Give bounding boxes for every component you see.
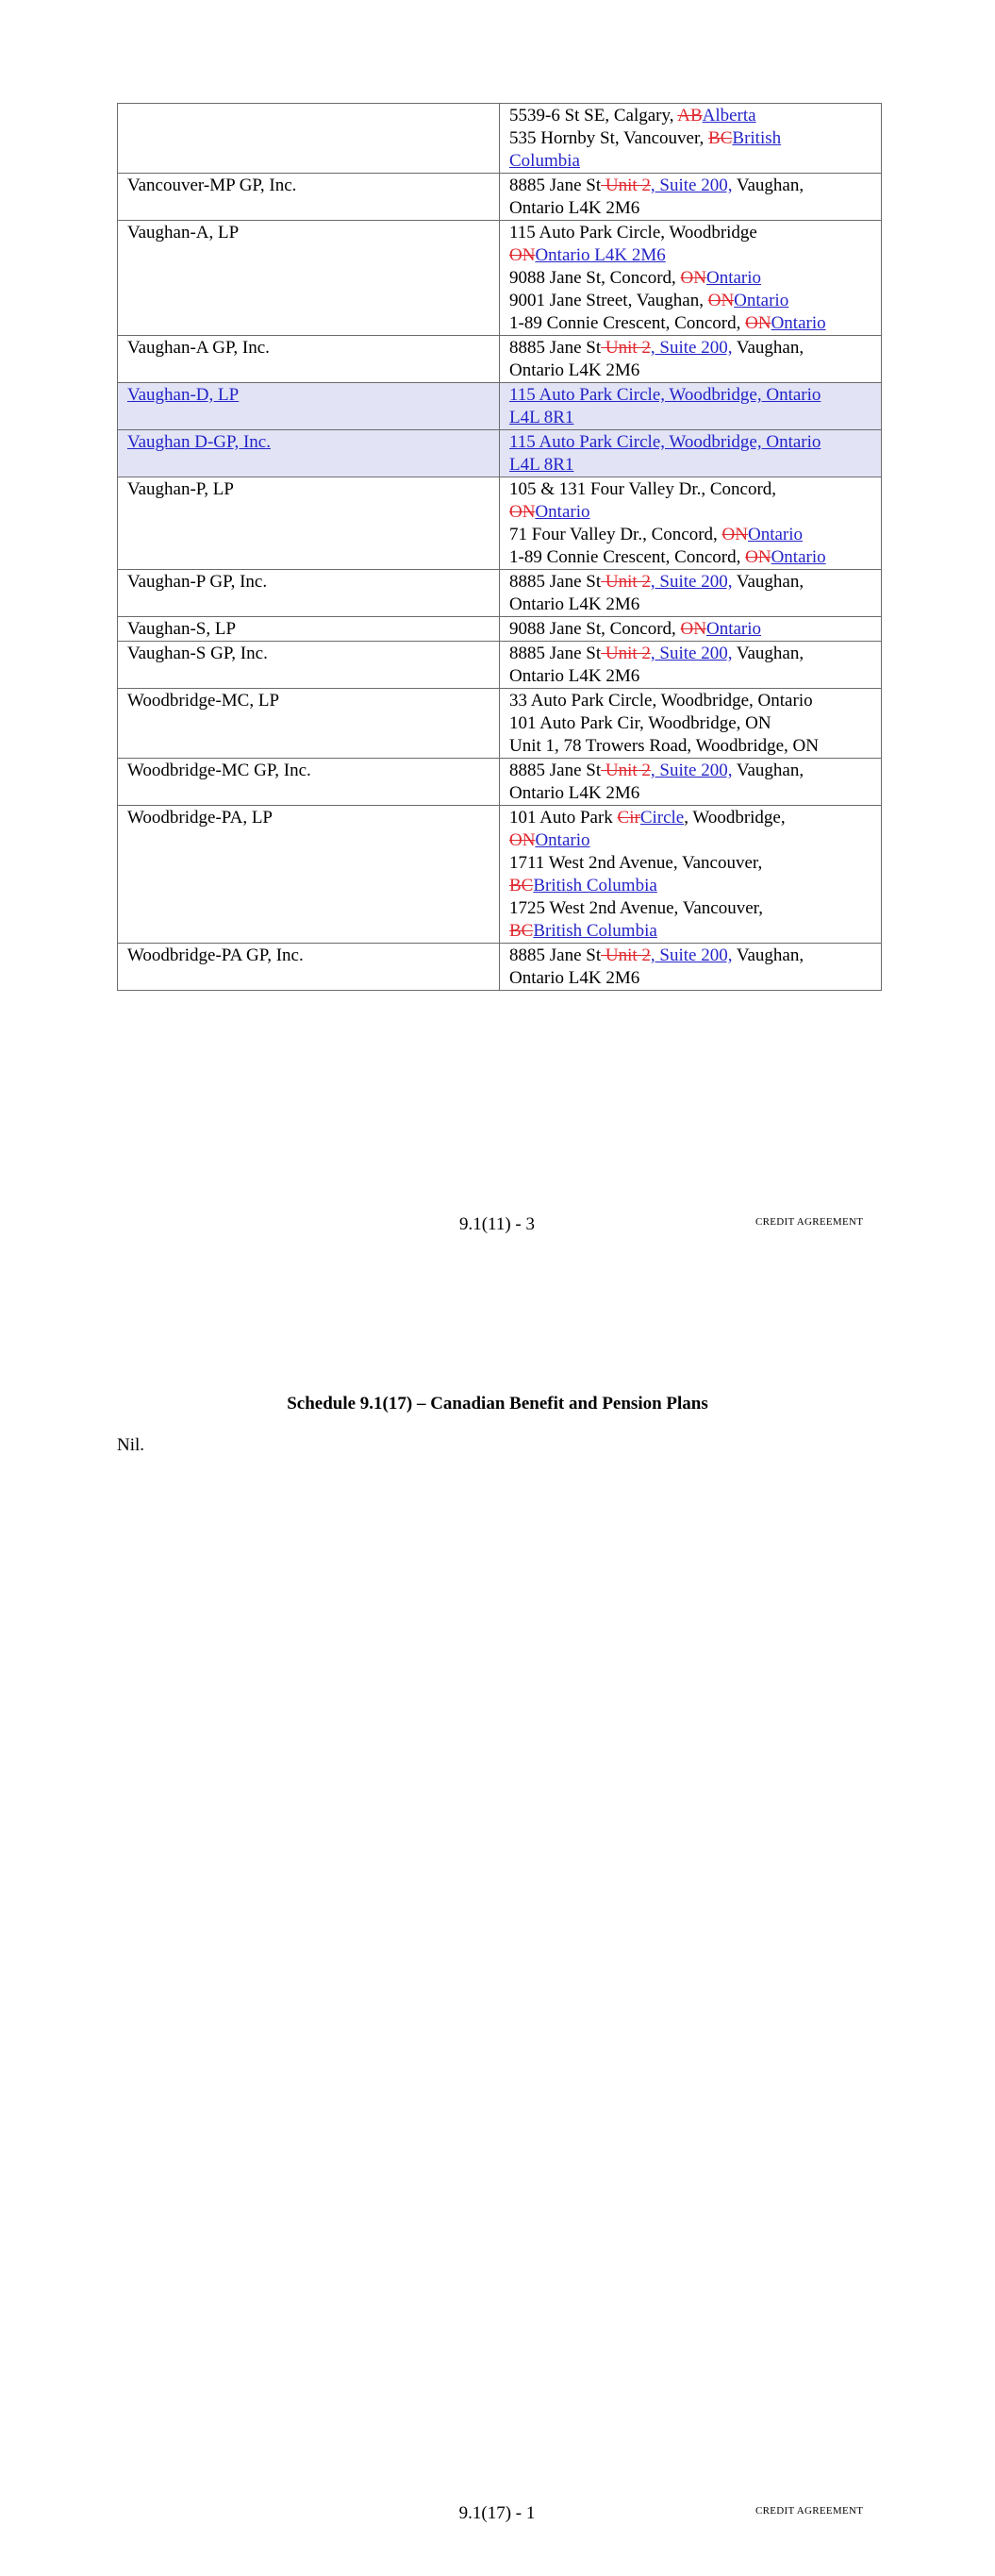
table-row [118,221,882,336]
text-run: Vaughan-P, LP [127,479,234,499]
address-line [509,852,871,875]
text-run: 8885 Jane St [509,945,602,965]
inserted-text: British [732,128,782,148]
deleted-text: Unit 2 [601,176,651,195]
entity-name-cell [118,570,500,617]
text-run: Ontario L4K 2M6 [509,594,640,614]
inserted-text: 115 Auto Park Circle, Woodbridge, Ontario [509,432,821,452]
text-run: Vaughan-A GP, Inc. [127,338,270,358]
text-run: Woodbridge-MC GP, Inc. [127,761,311,780]
address-line [509,643,871,665]
deleted-text: Cir [617,808,640,828]
address-line [509,807,871,829]
address-line [509,875,871,897]
entity-name-cell [118,806,500,944]
entity-table-body [118,104,882,991]
table-row [118,383,882,430]
entity-name-cell [118,336,500,383]
entity-name-cell [118,104,500,174]
deleted-text: ON [745,547,771,567]
address-cell [500,642,882,689]
inserted-text: British Columbia [533,876,657,895]
table-row [118,759,882,806]
text-run: Unit 1, 78 Trowers Road, Woodbridge, ON [509,736,819,756]
address-line [509,829,871,852]
schedule-body: Nil. [117,1435,145,1455]
text-run: 9088 Jane St, Concord, [509,268,681,288]
table-row [118,477,882,570]
address-line [509,337,871,360]
address-line [509,197,871,220]
text-run: 8885 Jane St [509,338,602,358]
text-run: Vaughan, [732,176,804,195]
text-run: Ontario L4K 2M6 [509,198,640,218]
address-line [509,407,871,429]
address-cell [500,430,882,477]
text-run: 71 Four Valley Dr., Concord, [509,525,722,544]
deleted-text: ON [680,619,706,639]
text-run: Vaughan, [732,945,804,965]
address-cell [500,944,882,991]
entity-name-cell [118,477,500,570]
inserted-text: 115 Auto Park Circle, Woodbridge, Ontario [509,385,821,405]
deleted-text: BC [708,128,733,148]
entity-name-cell [118,383,500,430]
text-run: 115 Auto Park Circle, Woodbridge [509,223,757,243]
text-run: Vaughan, [732,338,804,358]
address-line [509,127,871,150]
inserted-text: Circle [639,808,685,828]
page-number-1: 9.1(11) - 3 [458,1214,536,1234]
text-run: Vaughan-S GP, Inc. [127,644,268,663]
address-cell [500,336,882,383]
inserted-text: , Suite 200, [650,945,733,965]
inserted-text: Ontario [535,830,590,850]
address-line [509,454,871,477]
deleted-text: ON [745,313,771,333]
address-line [509,524,871,546]
text-run: 8885 Jane St [509,761,602,780]
address-cell [500,759,882,806]
text-run: 1-89 Connie Crescent, Concord, [509,547,746,567]
inserted-text: Ontario L4K 2M6 [535,245,666,265]
text-run: 8885 Jane St [509,176,602,195]
address-line [509,594,871,616]
table-row [118,944,882,991]
address-line [509,478,871,501]
inserted-text: , Suite 200, [650,644,733,663]
text-run: Ontario L4K 2M6 [509,783,640,803]
address-line [509,690,871,712]
address-line [509,546,871,569]
inserted-text: L4L 8R1 [509,408,574,427]
entity-name-cell [118,944,500,991]
text-run: Vaughan, [732,644,804,663]
address-cell [500,174,882,221]
entity-address-table [117,103,882,991]
deleted-text: ON [680,268,706,288]
text-run: 1-89 Connie Crescent, Concord, [509,313,746,333]
inserted-text: L4L 8R1 [509,455,574,475]
text-run: 9088 Jane St, Concord, [509,619,681,639]
address-line [509,384,871,407]
footer-credit-agreement-1: CREDIT AGREEMENT [755,1216,864,1228]
address-line [509,945,871,967]
inserted-text: Vaughan D-GP, Inc. [127,432,271,452]
table-row [118,336,882,383]
text-run: 535 Hornby St, Vancouver, [509,128,709,148]
inserted-text: British Columbia [533,921,657,941]
address-line [509,175,871,197]
table-row [118,642,882,689]
table-row [118,570,882,617]
entity-name-cell [118,689,500,759]
table-row [118,806,882,944]
address-line [509,712,871,735]
address-line [509,501,871,524]
inserted-text: Ontario [535,502,590,522]
address-cell [500,383,882,430]
address-line [509,897,871,920]
text-run: Woodbridge-PA GP, Inc. [127,945,304,965]
deleted-text: ON [509,245,536,265]
inserted-text: Ontario [734,291,789,310]
inserted-text: Ontario [771,547,826,567]
text-run: 1711 West 2nd Avenue, Vancouver, [509,853,763,873]
text-run: Vancouver-MP GP, Inc. [127,176,297,195]
address-cell [500,570,882,617]
text-run: Vaughan-A, LP [127,223,240,243]
inserted-text: Ontario [706,619,762,639]
deleted-text: ON [509,502,536,522]
page-number-2: 9.1(17) - 1 [458,2503,536,2523]
text-run: Vaughan, [732,761,804,780]
text-run: Ontario L4K 2M6 [509,360,640,380]
address-line [509,431,871,454]
address-line [509,222,871,244]
inserted-text: , Suite 200, [650,572,733,592]
address-line [509,105,871,127]
deleted-text: Unit 2 [601,644,651,663]
text-run: Woodbridge-MC, LP [127,691,280,711]
text-run: 5539-6 St SE, Calgary, [509,106,678,125]
address-cell [500,689,882,759]
address-cell [500,617,882,642]
text-run: 101 Auto Park Cir, Woodbridge, ON [509,713,771,733]
text-run: Vaughan-P GP, Inc. [127,572,268,592]
schedule-title: Schedule 9.1(17) – Canadian Benefit and Pension Plans [287,1394,708,1413]
text-run: Woodbridge-PA, LP [127,808,273,828]
deleted-text: ON [707,291,735,310]
address-line [509,150,871,173]
inserted-text: , Suite 200, [650,176,733,195]
address-cell [500,806,882,944]
inserted-text: Ontario [771,313,826,333]
table-row [118,689,882,759]
address-line [509,571,871,594]
text-run: 8885 Jane St [509,572,602,592]
address-line [509,360,871,382]
address-line [509,920,871,943]
deleted-text: Unit 2 [601,338,651,358]
table-row [118,430,882,477]
text-run: 33 Auto Park Circle, Woodbridge, Ontario [509,691,813,711]
text-run: 9001 Jane Street, Vaughan, [509,291,708,310]
entity-name-cell [118,759,500,806]
address-line [509,782,871,805]
inserted-text: , Suite 200, [650,338,733,358]
address-cell [500,477,882,570]
text-run: Vaughan-S, LP [127,619,237,639]
inserted-text: Ontario [706,268,762,288]
address-line [509,618,871,641]
address-line [509,290,871,312]
text-run: Ontario L4K 2M6 [509,968,640,988]
text-run: Ontario L4K 2M6 [509,666,640,686]
inserted-text: Alberta [702,106,756,125]
text-run: 105 & 131 Four Valley Dr., Concord, [509,479,777,499]
text-run: Vaughan, [732,572,804,592]
inserted-text: Columbia [509,151,580,171]
deleted-text: Unit 2 [601,572,651,592]
deleted-text: ON [721,525,748,544]
inserted-text: , Suite 200, [650,761,733,780]
entity-name-cell [118,617,500,642]
address-line [509,312,871,335]
address-line [509,267,871,290]
address-line [509,967,871,990]
address-line [509,665,871,688]
entity-name-cell [118,221,500,336]
text-run: 101 Auto Park [509,808,618,828]
address-cell [500,104,882,174]
address-line [509,760,871,782]
inserted-text: Vaughan-D, LP [127,385,240,405]
table-row [118,617,882,642]
inserted-text: Ontario [747,525,804,544]
deleted-text: Unit 2 [601,761,651,780]
deleted-text: AB [677,106,703,125]
text-run: 1725 West 2nd Avenue, Vancouver, [509,898,763,918]
address-line [509,244,871,267]
table-row [118,104,882,174]
entity-name-cell [118,174,500,221]
entity-name-cell [118,642,500,689]
deleted-text: Unit 2 [601,945,651,965]
deleted-text: BC [509,921,534,941]
text-run: , Woodbridge, [684,808,786,828]
deleted-text: BC [509,876,534,895]
address-line [509,735,871,758]
footer-credit-agreement-2: CREDIT AGREEMENT [755,2505,864,2517]
entity-name-cell [118,430,500,477]
address-cell [500,221,882,336]
text-run: 8885 Jane St [509,644,602,663]
deleted-text: ON [509,830,536,850]
table-row [118,174,882,221]
